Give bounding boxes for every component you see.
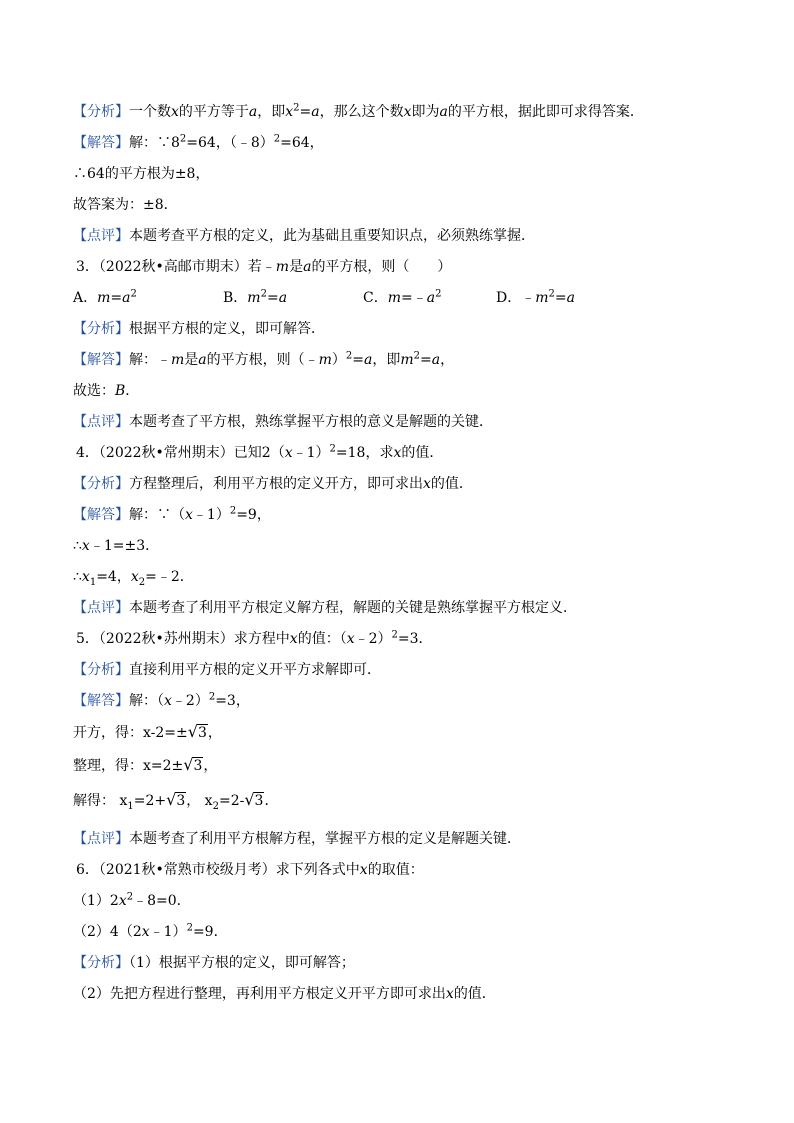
sqrt-three: √3 [183, 755, 203, 774]
q6-sub1: $(1)2x^2﹣8=0$． [73, 891, 191, 909]
q5-analysis-text: 直接利用平方根的定义开平方求解即可． [129, 662, 381, 678]
q4-analysis-text: 方程整理后，利用平方根的定义开方，即可求出x的值． [129, 476, 473, 492]
answer-tag: 【解答】 [73, 135, 129, 151]
comment-tag: 【点评】 [73, 600, 129, 616]
q2-comment-line [73, 224, 734, 248]
q6-analysis1-text: （1）根据平方根的定义，即可解答； [129, 955, 355, 971]
q4-analysis-line [73, 472, 734, 496]
comment-tag: 【点评】 [73, 831, 129, 847]
q3-comment-line [73, 410, 734, 434]
q2-analysis-text: 一个数x的平方等于a，即$x^2=a$，那么这个数x即为a的平方根，据此即可求得答案． [129, 102, 644, 120]
q6-sub2: （2）4（2x﹣1）$^2$=9． [73, 922, 228, 940]
q4-comment-text: 本题考查了利用平方根定义解方程，解题的关键是熟练掌握平方根定义． [129, 600, 577, 616]
q3-answer-text: 解：﹣m是a的平方根，则（﹣m）$^2$=a，即$m^2=a$， [129, 350, 455, 368]
comment-tag: 【点评】 [73, 228, 129, 244]
q3-analysis-text: 根据平方根的定义，即可解答． [129, 321, 325, 337]
q3-option-c: C．$m=﹣a^2$ [363, 288, 442, 306]
analysis-tag: 【分析】 [73, 662, 129, 678]
answer-tag: 【解答】 [73, 693, 129, 709]
q2-answer-line [73, 131, 734, 155]
q3-choice: 故选：B． [73, 383, 140, 399]
q2-comment-text: 本题考查平方根的定义，此为基础且重要知识点，必须熟练掌握． [129, 228, 535, 244]
q3-stem: 3．（2022秋•高邮市期末）若﹣m是a的平方根，则（ ） [76, 259, 452, 275]
q4-comment-line [73, 596, 734, 620]
q3-option-d: D．$﹣m^2=a$ [496, 288, 575, 306]
q2-analysis-line [73, 100, 734, 124]
analysis-tag: 【分析】 [73, 104, 129, 120]
comment-tag: 【点评】 [73, 414, 129, 430]
q3-option-b: B．$m^2=a$ [223, 288, 288, 306]
q4-step1: ∴x﹣1=±3． [73, 538, 160, 554]
q3-answer-line [73, 348, 734, 372]
answer-tag: 【解答】 [73, 352, 129, 368]
q5-analysis-line [73, 658, 734, 682]
sqrt-three: √3 [166, 790, 186, 809]
analysis-tag: 【分析】 [73, 476, 129, 492]
q5-answer-text: 解：（x﹣2）$^2$=3， [129, 691, 250, 709]
q6-stem: 6．（2021秋•常熟市校级月考）求下列各式中x的取值： [76, 862, 424, 878]
q4-answer-text: 解：∵（x﹣1）$^2$=9， [129, 505, 271, 523]
q5-comment-text: 本题考查了利用平方根解方程，掌握平方根的定义是解题关键． [129, 831, 521, 847]
q5-answer-line [73, 689, 734, 713]
sqrt-three: √3 [187, 722, 207, 741]
analysis-tag: 【分析】 [73, 955, 129, 971]
q3-option-a: A．$m=a^2$ [73, 288, 137, 306]
q3-comment-text: 本题考查了平方根，熟练掌握平方根的意义是解题的关键． [129, 414, 493, 430]
q5-comment-line [73, 827, 734, 851]
q6-analysis-line [73, 951, 734, 975]
answer-tag: 【解答】 [73, 507, 129, 523]
q6-analysis2: （2）先把方程进行整理，再利用平方根定义开平方即可求出x的值． [73, 986, 496, 1002]
q5-step3: 解得： $x_1=2+√3$， $x_2=2-√3$． [73, 790, 279, 812]
sqrt-three: √3 [244, 790, 264, 809]
q2-answer-text: 解：$\because 8^2=64$，（﹣8）$^2$=64， [129, 133, 324, 151]
q4-step2: $\therefore x_1=4$，$x_2=﹣2$． [73, 569, 194, 588]
q3-analysis-line [73, 317, 734, 341]
q2-step1: ∴64的平方根为±8， [73, 166, 210, 182]
q4-answer-line [73, 503, 734, 527]
q2-step2: 故答案为：±8． [73, 197, 178, 213]
q4-stem: 4．（2022秋•常州期末）已知2（x﹣1）$^2$=18，求x的值． [76, 443, 444, 461]
q5-stem: 5．（2022秋•苏州期末）求方程中x的值：（x﹣2）$^2$=3． [76, 629, 433, 647]
q3-options [73, 286, 733, 310]
q5-step2: 整理，得：x=2±√3， [73, 753, 734, 777]
analysis-tag: 【分析】 [73, 321, 129, 337]
q5-step1: 开方，得：x-2=±√3， [73, 720, 734, 744]
